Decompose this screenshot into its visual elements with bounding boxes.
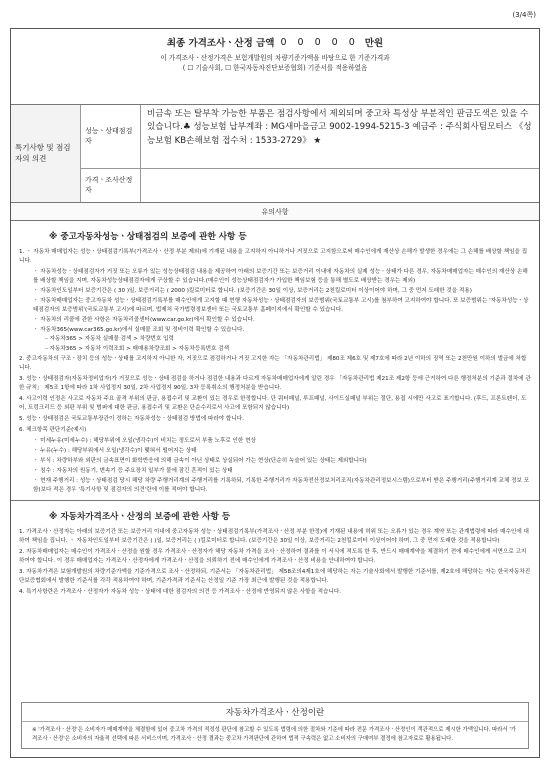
section1-item1: 1. ㆍ 자동차 매매업자는 성능ㆍ상태점검기록부(가격조사ㆍ산정 부분 제외)에 기재된 내용을 고지하지 아니하거나 거짓으로 고지함으로써 매수인에게 재산상 손해가 발생한 경우에는 그 손해를 배상할 책임을 집니다. <box>19 249 528 264</box>
price-note-line2: ( ☐ 기술사회, ☐ 한국자동차진단보증협회) 기준서를 적용하였음 <box>182 63 368 72</box>
section2-item3: 3. 자동차가격은 보험개발원의 차량기준가액을 기준가격으로 조사ㆍ산정하되, 기준서는 「자동차관리법」 제58조의4제1호에 해당하는 자는 기술사회에서 발행한 기준서를, 제2호에 해당하는 자는 한국자동차진단보증협회에서 발행한 기준서를 각각 적용하여야 하며, 기준가격과 기준서는 산정일 기준 가장 최근에 발행된 것을 적용합니다. <box>19 569 531 585</box>
list-item: ㆍ 자동차성능ㆍ상태점검자가 거짓 또는 오류가 있는 성능상태점검 내용을 제공하여 아래의 보증기간 또는 보증거리 이내에 자동차의 실제 성능ㆍ상태가 다른 경우, 자동차매매업자는 매수인의 재산상 손해를 배상할 책임을 지며, 자동차성능상태점검자에게 구상할 수 있습니다.(매수인이 성능상태점검자가 가입한 책임보험 등을 통해 별도로 배상받는 경우는 제외) <box>33 268 528 284</box>
appraiser-row <box>81 169 539 202</box>
inspector-opinion: 비금속 또는 탈부착 가능한 부품은 점검사항에서 제외되며 중고차 특성상 부분적인 판금도색은 있을 수 있습니다.♣ 성능보험 납부계좌 : MG새마을금고 9002-1994-5215-3 예금주 : 주식회사팀모터스 《성능보험 KB손해보험 접수처 : 1533-2729》 ★ <box>147 109 532 146</box>
section2-item4: 4. 특기사항란은 가격조사ㆍ산정자가 자동차 성능ㆍ상태에 대한 점검자의 의견 등 가격조사ㆍ산정에 반영되지 않은 사항을 적습니다. <box>19 589 342 596</box>
list-item: ㆍ 자동차인도일부터 보증기간은 ( 30 )일, 보증거리는 ( 2000 )킬로미터로 합니다. (보증기간은 30일 이상, 보증거리는 2천킬로미터 이상이어야 하며, 그 중 먼저 도래한 것을 적용) <box>33 287 472 294</box>
list-item: ㆍ 미세누유(미세누수) : 해당부위에 오일(냉각수)이 비치는 정도로서 부품 노후로 인한 현상 <box>33 437 256 444</box>
list-item: ㆍ 침수 : 자동차의 원동기, 변속기 등 주요장치 일부가 물에 잠긴 흔적이 있는 상태 <box>33 467 233 474</box>
appraiser-opinion <box>141 169 539 202</box>
section1-item6: 6. 체크항목 판단기준(예시) <box>19 426 87 433</box>
section2-heading: ※ 자동차가격조사ㆍ산정의 보증에 관한 사항 등 <box>49 512 231 523</box>
list-item: – 자동차365 > 자동차 실매물 검색 > 차량번호 입력 <box>45 336 174 343</box>
price-unit: 만원 <box>364 38 384 49</box>
price-definition-heading: 자동차가격조사ㆍ산정이란 <box>22 703 528 722</box>
price-definition-box <box>21 702 529 749</box>
inspector-row <box>81 105 539 169</box>
section1-item3: 3. 성능ㆍ상태점검자(자동차정비업자)가 거짓으로 성능ㆍ상태 점검을 하거나 점검한 내용과 다르게 자동차매매업자에게 알린 경우 「자동차관리법 제21조 제2항 등에 근거하여 다른 행정처분의 기준과 절차에 관한 규칙」 제5조 1항에 따라 1차 사업정지 30일, 2차 사업정지 90일, 3차 등록취소의 행정처분을 받습니다. <box>19 376 531 392</box>
list-item: ㆍ 현재 주행거리 : 성능ㆍ상태점검 당시 해당 차량 주행거리계의 주행거리를 기록하되, 기록한 주행거리가 자동차전산정보처리조직(자동차관리정보시스템)으로부터 받은 주행거리(주행거리계 교체 정보 포함)보다 적은 경우 '특기사항 및 점검자의 의견'란에 이를 적어야 합니다. <box>33 477 530 493</box>
section-inspection-warranty <box>11 230 539 494</box>
price-title: 최종 가격조사ㆍ산정 금액 <box>166 38 275 49</box>
section2-item1: 1. 가격조사ㆍ산정자는 아래의 보증기간 또는 보증거리 이내에 중고자동차 성능ㆍ상태점검기록부(가격조사ㆍ산정 부분 한정)에 기재된 내용에 허위 또는 오류가 있는 경우 계약 또는 관계법령에 따라 매수인에 대하여 책임을 집니다. ㆍ 자동차인도일부터 보증기간은 ( )일, 보증거리는 ( )킬로미터로 합니다. (보증기간은 30일 이상, 보증거리는 2천킬로미터 이상이어야 하며, 그 중 먼저 도래한 것을 적용합니다) <box>19 529 529 545</box>
list-item: ㆍ 누유(누수) : 해당부위에서 오일(냉각수)이 맺혀서 떨어지는 상태 <box>33 447 197 454</box>
price-note <box>11 54 539 74</box>
list-item: ㆍ 부식 : 차량하부와 외판의 금속표면이 화학반응에 의해 금속이 아닌 상태로 상실되어 가는 현상(단순히 녹슬어 있는 상태는 제외합니다) <box>33 457 367 464</box>
appraiser-label: 가격ㆍ조사산정자 <box>81 169 141 202</box>
special-remarks-label: 특기사항 및 점검자의 의견 <box>11 105 81 202</box>
inspector-label: 성능ㆍ상태점검자 <box>81 105 141 168</box>
page-number: (3/4쪽) <box>512 11 536 19</box>
price-note-line1: 이 가격조사ㆍ산정가격은 보험개발원의 차량기준가액을 바탕으로 한 기준가격과 <box>160 54 390 62</box>
section-divider <box>11 500 539 501</box>
notice-title: 유의사항 <box>11 203 539 221</box>
section1-item4: 4. 사고이력 인정은 사고로 자동차 주요 골격 부위의 판금, 용접수리 및 교환이 있는 경우로 한정합니다. 단 쿼터패널, 루프패널, 사이드실패널 부위는 절단, 용접 시에만 사고로 표기합니다. (후드, 프론트펜더, 도어, 트렁크리드 등 외판 부위 및 범퍼에 대한 판금, 용접수리 및 교환은 단순수리로서 사고에 포함되지 않습니다) <box>19 396 527 411</box>
list-item: ㆍ 자동차365(www.car365.go.kr)에서 실매물 조회 및 정비이력 확인할 수 있습니다. <box>33 326 245 333</box>
list-item: ㆍ 자동차의 리콜에 관한 사항은 자동차리콜센터(www.car.go.kr)에서 확인할 수 있습니다. <box>33 316 255 323</box>
list-item: ㆍ 자동차매매업자는 중고자동차 성능ㆍ상태점검기록부를 매수인에게 고지할 때 현행 자동차성능ㆍ상태점검자의 보증범위(국토교통부 고시)를 첨부하여 고지하여야 합니다. 또 보증범위는 '자동차성능ㆍ상태점검자의 보증범위'(국토교통부 고시)에 따르며, 법제처 국가법령정보센터 또는 국토교통부 홈페이지에서 확인할 수 있습니다. <box>33 297 529 313</box>
section1-bullets <box>19 268 531 354</box>
special-remarks-body <box>81 105 539 202</box>
document-frame <box>10 28 540 758</box>
section1-item2: 2. 중고자동차의 구조ㆍ장치 등의 성능ㆍ상태를 고지하지 아니한 자, 거짓으로 점검하거나 거짓 고지한 자는 「자동차관리법」 제80조 제6호 및 제7호에 따라 2년 이하의 징역 또는 2천만원 이하의 벌금에 처합니다. <box>19 356 527 372</box>
price-summary <box>11 29 539 105</box>
section2-item2: 2. 자동차매매업자는 매수인이 가격조사ㆍ산정을 원할 경우 가격조사ㆍ산정자가 해당 자동차 가격을 조사ㆍ산정하여 결과를 이 서식에 적도록 한 후, 반드시 매매계약을 체결하기 전에 매수인에게 서면으로 고지하여야 합니다. 이 경우 매매업자는 가격조사ㆍ산정자에게 가격조사ㆍ산정을 의뢰하기 전에 매수인에게 가격조사ㆍ산정 비용을 안내하여야 합니다. <box>19 549 527 565</box>
price-line <box>11 35 539 49</box>
price-digits: 0 0 0 0 0 <box>280 36 359 48</box>
section1-criteria <box>19 437 531 495</box>
list-item: – 자동차365 > 자동차 이력조회 > 매매용차량조회 > 자동차등록번호 검색 <box>45 346 230 353</box>
section-price-warranty <box>11 510 539 597</box>
special-remarks-table <box>11 105 539 203</box>
section1-item5: 5. 성능ㆍ상태점검은 국토교통부장관이 정하는 자동차성능ㆍ상태점검 방법에 따라야 합니다. <box>19 415 244 422</box>
section1-heading: ※ 중고자동차성능ㆍ상태점검의 보증에 관한 사항 등 <box>49 232 247 242</box>
price-definition-text: ※ '가격조사ㆍ산정'은 소비자가 매매계약을 체결함에 있어 중고차 가격의 적정성 판단에 참고할 수 있도록 법령에 의한 절차와 기준에 따라 전문 가격조사ㆍ산정인이 객관적으로 제시한 가액입니다. 따라서 '가격조사ㆍ산정'은 소비자의 자율적 선택에 따른 서비스이며, 가격조사ㆍ산정 결과는 중고차 가격판단에 관하여 법적 구속력은 없고 소비자의 구매여부 결정에 참고자료로 활용됩니다. <box>32 726 517 742</box>
